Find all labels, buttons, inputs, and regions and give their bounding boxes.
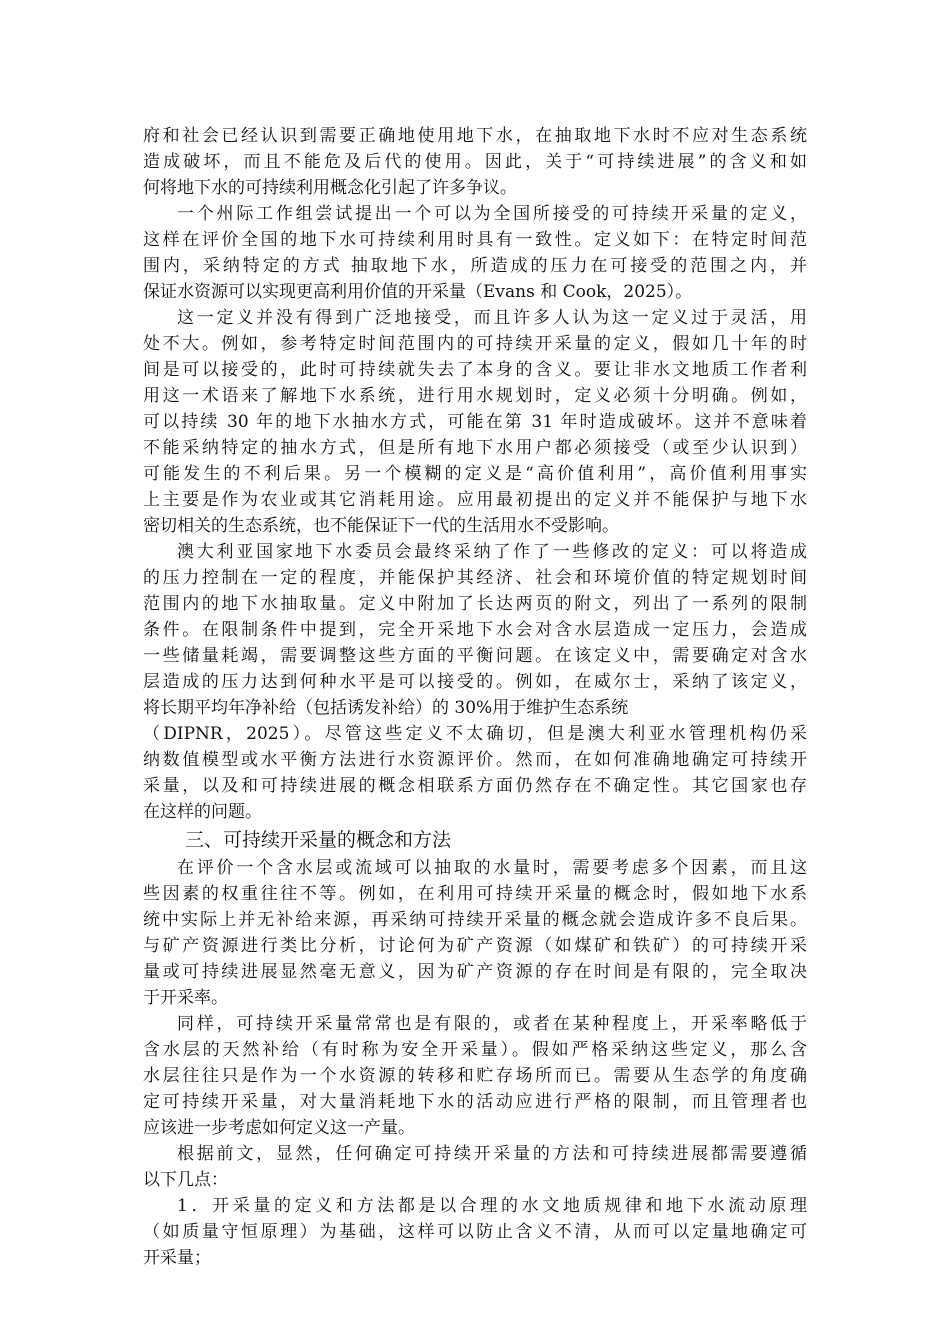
text-line: 同样，可持续开采量常常也是有限的，或者在某种程度上，开采率略低于 — [177, 1014, 807, 1034]
section-heading: 三、可持续开采量的概念和方法 — [185, 829, 452, 851]
paragraph — [143, 855, 807, 1011]
text-line: 用这一术语来了解地下水系统，进行用水规划时，定义必须十分明确。例如， — [143, 386, 807, 406]
text-line: 可能发生的不利后果。另一个模糊的定义是“高价值利用”，高价值利用事实 — [143, 464, 807, 484]
text-line: 造成破坏，而且不能危及后代的使用。因此，关于“可持续进展”的含义和如 — [143, 152, 807, 172]
text-line: 这样在评价全国的地下水可持续利用时具有一致性。定义如下：在特定时间范 — [143, 230, 807, 250]
text-line: 间是可以接受的，此时可持续就失去了本身的含义。要让非水文地质工作者利 — [143, 360, 807, 380]
text-line: 范围内的地下水抽取量。定义中附加了长达两页的附文，列出了一系列的限制 — [143, 594, 807, 614]
text-line: 于开采率。 — [143, 988, 228, 1008]
text-line: （如质量守恒原理）为基础，这样可以防止含义不清，从而可以定量地确定可 — [143, 1222, 807, 1242]
text-line: 量或可持续进展显然毫无意义，因为矿产资源的存在时间是有限的，完全取决 — [143, 962, 807, 982]
text-line: 的压力控制在一定的程度，并能保护其经济、社会和环境价值的特定规划时间 — [143, 568, 807, 588]
text-line: 保证水资源可以实现更高利用价值的开采量（Evans 和 Cook，2025）。 — [143, 282, 693, 302]
paragraph — [143, 123, 807, 201]
text-line: 澳大利亚国家地下水委员会最终采纳了作了一些修改的定义：可以将造成 — [177, 542, 807, 562]
text-line: 一个州际工作组尝试提出一个可以为全国所接受的可持续开采量的定义， — [177, 204, 807, 224]
text-line: 纳数值模型或水平衡方法进行水资源评价。然而，在如何准确地确定可持续开 — [143, 750, 807, 770]
text-line: 含水层的天然补给（有时称为安全开采量）。假如严格采纳这些定义，那么含 — [143, 1040, 807, 1060]
text-line: 层造成的压力达到何种水平是可以接受的。例如，在威尔士，采纳了该定义， — [143, 672, 807, 692]
text-line: 条件。在限制条件中提到，完全开采地下水会对含水层造成一定压力，会造成 — [143, 620, 807, 640]
text-line: 不能采纳特定的抽水方式，但是所有地下水用户都必须接受（或至少认识到） — [143, 438, 807, 458]
text-line: 将长期平均年净补给（包括诱发补给）的 30%用于维护生态系统 — [143, 698, 629, 718]
text-line: 采量，以及和可持续进展的概念相联系方面仍然存在不确定性。其它国家也存 — [143, 776, 807, 796]
text-line: 可以持续 30 年的地下水抽水方式，可能在第 31 年时造成破坏。这并不意味着 — [143, 412, 807, 432]
text-line: 水层往往只是作为一个水资源的转移和贮存场所而已。需要从生态学的角度确 — [143, 1066, 807, 1086]
text-line: 围内，采纳特定的方式 抽取地下水，所造成的压力在可接受的范围之内，并 — [143, 256, 807, 276]
text-line: 与矿产资源进行类比分析，讨论何为矿产资源（如煤矿和铁矿）的可持续开采 — [143, 936, 807, 956]
text-line: 何将地下水的可持续利用概念化引起了许多争议。 — [143, 178, 517, 198]
text-line: 定可持续开采量，对大量消耗地下水的活动应进行严格的限制，而且管理者也 — [143, 1092, 807, 1112]
text-line: 开采量； — [143, 1248, 211, 1268]
text-line: 根据前文，显然，任何确定可持续开采量的方法和可持续进展都需要遵循 — [177, 1144, 807, 1164]
paragraph — [143, 201, 807, 305]
paragraph — [143, 305, 807, 539]
paragraph — [143, 539, 807, 825]
paragraph — [143, 1141, 807, 1193]
document-page — [143, 123, 807, 1271]
text-line: 统中实际上并无补给来源，再采纳可持续开采量的概念就会造成许多不良后果。 — [143, 910, 807, 930]
text-line: 些因素的权重往往不等。例如，在利用可持续开采量的概念时，假如地下水系 — [143, 884, 807, 904]
text-line: 密切相关的生态系统，也不能保证下一代的生活用水不受影响。 — [143, 516, 619, 536]
text-line: （DIPNR，2025）。尽管这些定义不太确切，但是澳大利亚水管理机构仍采 — [143, 724, 807, 744]
text-line: 处不大。例如，参考特定时间范围内的可持续开采量的定义，假如几十年的时 — [143, 334, 807, 354]
paragraph — [143, 1011, 807, 1141]
numbered-item — [143, 1193, 807, 1271]
text-line: 在这样的问题。 — [143, 802, 262, 822]
text-line: 这一定义并没有得到广泛地接受，而且许多人认为这一定义过于灵活，用 — [177, 308, 807, 328]
text-line: 在评价一个含水层或流域可以抽取的水量时，需要考虑多个因素，而且这 — [177, 858, 807, 878]
text-line: 上主要是作为农业或其它消耗用途。应用最初提出的定义并不能保护与地下水 — [143, 490, 807, 510]
text-line: 府和社会已经认识到需要正确地使用地下水，在抽取地下水时不应对生态系统 — [143, 126, 807, 146]
text-line: 应该进一步考虑如何定义这一产量。 — [143, 1118, 415, 1138]
text-line: 1．开采量的定义和方法都是以合理的水文地质规律和地下水流动原理 — [177, 1196, 807, 1216]
text-line: 以下几点： — [143, 1170, 228, 1190]
text-line: 一些储量耗竭，需要调整这些方面的平衡问题。在该定义中，需要确定对含水 — [143, 646, 807, 666]
